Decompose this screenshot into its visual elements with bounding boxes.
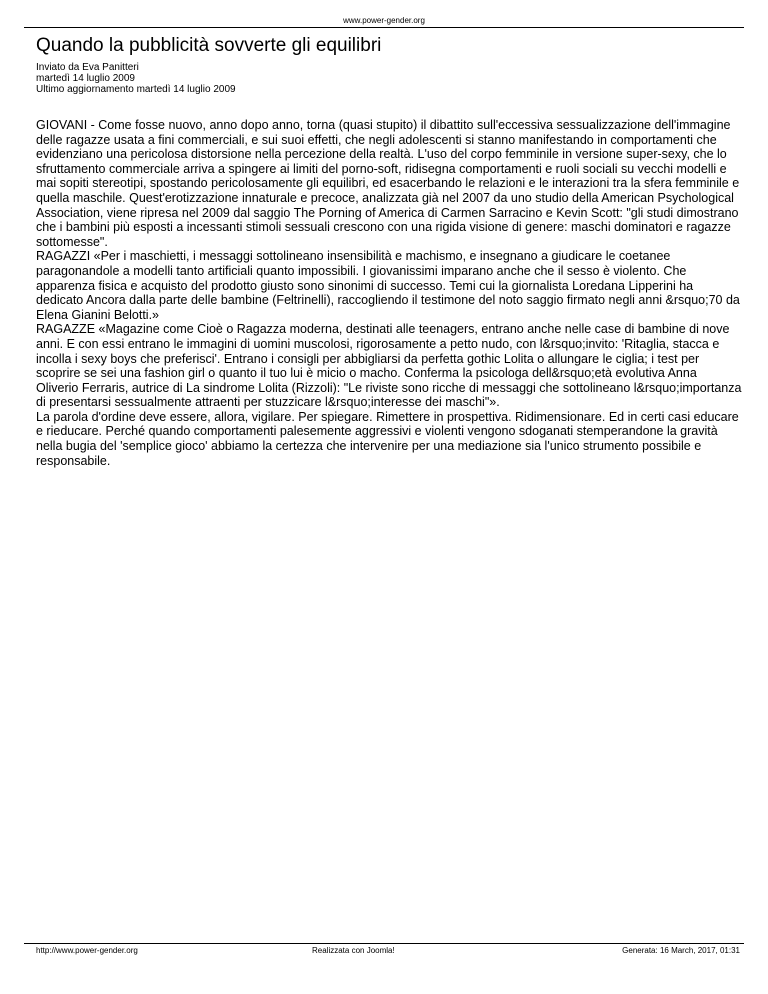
- footer-url: http://www.power-gender.org: [36, 946, 138, 955]
- footer-credit: Realizzata con Joomla!: [312, 946, 395, 955]
- footer-divider: [24, 943, 744, 944]
- article-paragraph: La parola d'ordine deve essere, allora, vigilare. Per spiegare. Rimettere in prospettiva. Ridimensionare. Ed in certi casi educare e rieducare. Perché quando comportamenti palesemente aggressivi e violenti vengono sdoganati stemperandone la gravità nella bugia del 'semplice gioco' abbiamo la certezza che intervenire per una mediazione sia l'unico strumento possibile e responsabile.: [36, 409, 739, 468]
- footer-generated: Generata: 16 March, 2017, 01:31: [622, 946, 740, 955]
- site-header-url: www.power-gender.org: [343, 16, 425, 25]
- article-byline: Inviato da Eva Panitteri: [36, 62, 139, 73]
- article-paragraph: RAGAZZE «Magazine come Cioè o Ragazza moderna, destinati alle teenagers, entrano anche nelle case di bambine di nove anni. E con essi entrano le immagini di uomini muscolosi, rigorosamente a petto nudo, con l&rsquo;invito: 'Ritaglia, stacca e incolla i sexy boys che preferisci'. Entrano i consigli per abbigliarsi da perfetta gothic Lolita o allungare le ciglia; i test per scoprire se sei una fashion girl o quanto il tuo lui è micio o macho. Conferma la psicologa dell&rsquo;età evolutiva Anna Oliverio Ferraris, autrice di La sindrome Lolita (Rizzoli): "Le riviste sono ricche di messaggi che sottolineano l&rsquo;importanza di presentarsi sessualmente attraenti per stuzzicare l&rsquo;interesse dei maschi"».: [36, 322, 742, 410]
- article-date: martedì 14 luglio 2009: [36, 73, 135, 84]
- article-meta: [36, 62, 736, 95]
- article-body: [36, 118, 742, 468]
- article-paragraph: RAGAZZI «Per i maschietti, i messaggi sottolineano insensibilità e machismo, e insegnano a giudicare le coetanee paragonandole a modelli tanto artificiali quanto impossibili. I giovanissimi imparano anche che il sesso è violento. Che apparenza fisica e acquisto del prodotto giusto sono sinonimi di successo. Temi cui la giornalista Loredana Lipperini ha dedicato Ancora dalla parte delle bambine (Feltrinelli), raccogliendo il testimone del noto saggio firmato negli anni &rsquo;70 da Elena Gianini Belotti.»: [36, 249, 740, 322]
- header-divider: [24, 27, 744, 28]
- article-title: Quando la pubblicità sovverte gli equilibri: [36, 35, 382, 56]
- article-updated: Ultimo aggiornamento martedì 14 luglio 2009: [36, 84, 236, 95]
- article-paragraph: GIOVANI - Come fosse nuovo, anno dopo anno, torna (quasi stupito) il dibattito sull'eccessiva sessualizzazione dell'immagine delle ragazze usata a fini commerciali, e sui suoi effetti, che negli adolescenti si stanno manifestando in comportamenti che evidenziano una pericolosa distorsione nella percezione della realtà. L'uso del corpo femminile in versione super-sexy, che lo sfruttamento commerciale arriva a spingere ai limiti del porno-soft, ridisegna comportamenti e ruoli sociali su vecchi modelli e mai sopiti stereotipi, spostando pericolosamente gli equilibri, ed esacerbando le relazioni e le interazioni tra la sfera femminile e quella maschile. Quest'erotizzazione innaturale e precoce, analizzata già nel 2007 da uno studio della American Psychological Association, viene ripresa nel 2009 dal saggio The Porning of America di Carmen Sarracino e Kevin Scott: "gli studi dimostrano che i bambini più esposti a incessanti stimoli sessuali crescono con una rigida visione di genere: maschi dominatori e ragazze sottomesse".: [36, 118, 740, 249]
